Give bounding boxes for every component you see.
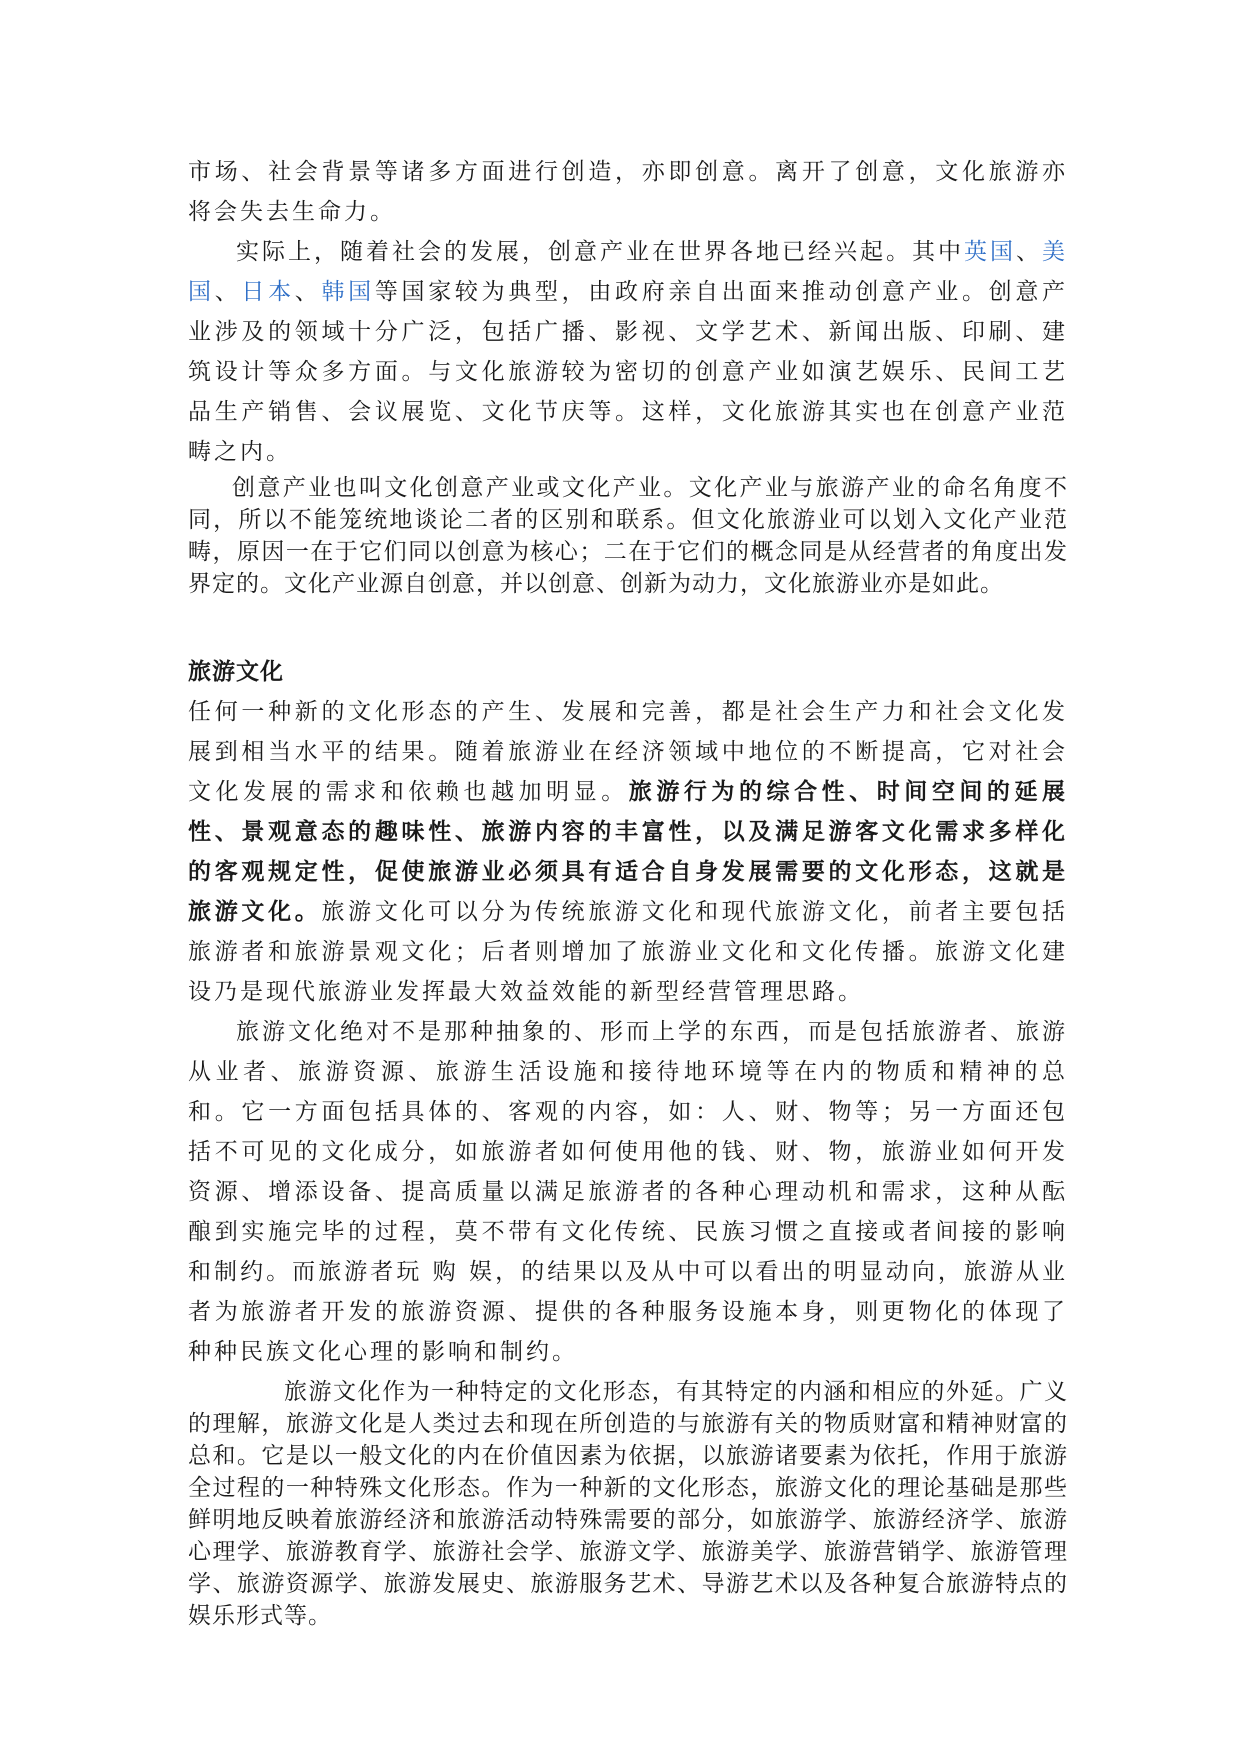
separator: 、 [214, 279, 242, 305]
section-heading: 旅游文化 [188, 658, 284, 685]
link-usa[interactable]: 美国 [188, 239, 1068, 305]
document-body [188, 152, 1068, 1632]
paragraph-tourism-culture-scope: 旅游文化绝对不是那种抽象的、形而上学的东西，而是包括旅游者、旅游从业者、旅游资源、旅游生活设施和接待地环境等在内的物质和精神的总和。它一方面包括具体的、客观的内容，如：人、财、物等；另一方面还包括不可见的文化成分，如旅游者如何使用他的钱、财、物，旅游业如何开发资源、增添设备、提高质量以满足旅游者的各种心理动机和需求，这种从酝酿到实施完毕的过程，莫不带有文化传统、民族习惯之直接或者间接的影响和制约。而旅游者玩 购 娱，的结果以及从中可以看出的明显动向，旅游从业者为旅游者开发的旅游资源、提供的各种服务设施本身，则更物化的体现了种种民族文化心理的影响和制约。 [188, 1019, 1068, 1365]
paragraph-text: 实际上，随着社会的发展，创意产业在世界各地已经兴起。其中 [236, 239, 964, 265]
paragraph-creative-industries [188, 232, 1068, 472]
paragraph-tourism-culture-connotation: 旅游文化作为一种特定的文化形态，有其特定的内涵和相应的外延。广义的理解，旅游文化是人类过去和现在所创造的与旅游有关的物质财富和精神财富的总和。它是以一般文化的内在价值因素为依据，以旅游诸要素为依托，作用于旅游全过程的一种特殊文化形态。作为一种新的文化形态，旅游文化的理论基础是那些鲜明地反映着旅游经济和旅游活动特殊需要的部分，如旅游学、旅游经济学、旅游心理学、旅游教育学、旅游社会学、旅游文学、旅游美学、旅游营销学、旅游管理学、旅游资源学、旅游发展史、旅游服务艺术、导游艺术以及各种复合旅游特点的娱乐形式等。 [188, 1379, 1068, 1629]
paragraph-cultural-industry: 创意产业也叫文化创意产业或文化产业。文化产业与旅游产业的命名角度不同，所以不能笼统地谈论二者的区别和联系。但文化旅游业可以划入文化产业范畴，原因一在于它们同以创意为核心；二在于它们的概念同是从经营者的角度出发界定的。文化产业源自创意，并以创意、创新为动力，文化旅游业亦是如此。 [188, 475, 1068, 597]
paragraph-text: 旅游文化可以分为传统旅游文化和现代旅游文化，前者主要包括旅游者和旅游景观文化；后者则增加了旅游业文化和文化传播。旅游文化建设乃是现代旅游业发挥最大效益效能的新型经营管理思路。 [188, 899, 1068, 1005]
link-uk[interactable]: 英国 [964, 239, 1016, 265]
bold-emphasis: 旅游行为的综合性、时间空间的延展性、景观意态的趣味性、旅游内容的丰富性，以及满足游客文化需求多样化的客观规定性，促使旅游业必须具有适合自身发展需要的文化形态，这就是旅游文化。 [188, 778, 1069, 925]
paragraph-tourism-culture-definition [188, 692, 1068, 1012]
link-korea[interactable]: 韩国 [321, 279, 375, 305]
paragraph-creativity-intro: 市场、社会背景等诸多方面进行创造，亦即创意。离开了创意，文化旅游亦将会失去生命力。 [188, 159, 1068, 225]
separator: 、 [294, 279, 322, 305]
link-japan[interactable]: 日本 [241, 279, 295, 305]
paragraph-text: 等国家较为典型，由政府亲自出面来推动创意产业。创意产业涉及的领域十分广泛，包括广播、影视、文学艺术、新闻出版、印刷、建筑设计等众多方面。与文化旅游较为密切的创意产业如演艺娱乐、民间工艺品生产销售、会议展览、文化节庆等。这样，文化旅游其实也在创意产业范畴之内。 [188, 279, 1068, 465]
paragraph-text: 任何一种新的文化形态的产生、发展和完善，都是社会生产力和社会文化发展到相当水平的结果。随着旅游业在经济领域中地位的不断提高，它对社会文化发展的需求和依赖也越加明显。 [188, 699, 1068, 805]
separator: 、 [1016, 239, 1042, 265]
